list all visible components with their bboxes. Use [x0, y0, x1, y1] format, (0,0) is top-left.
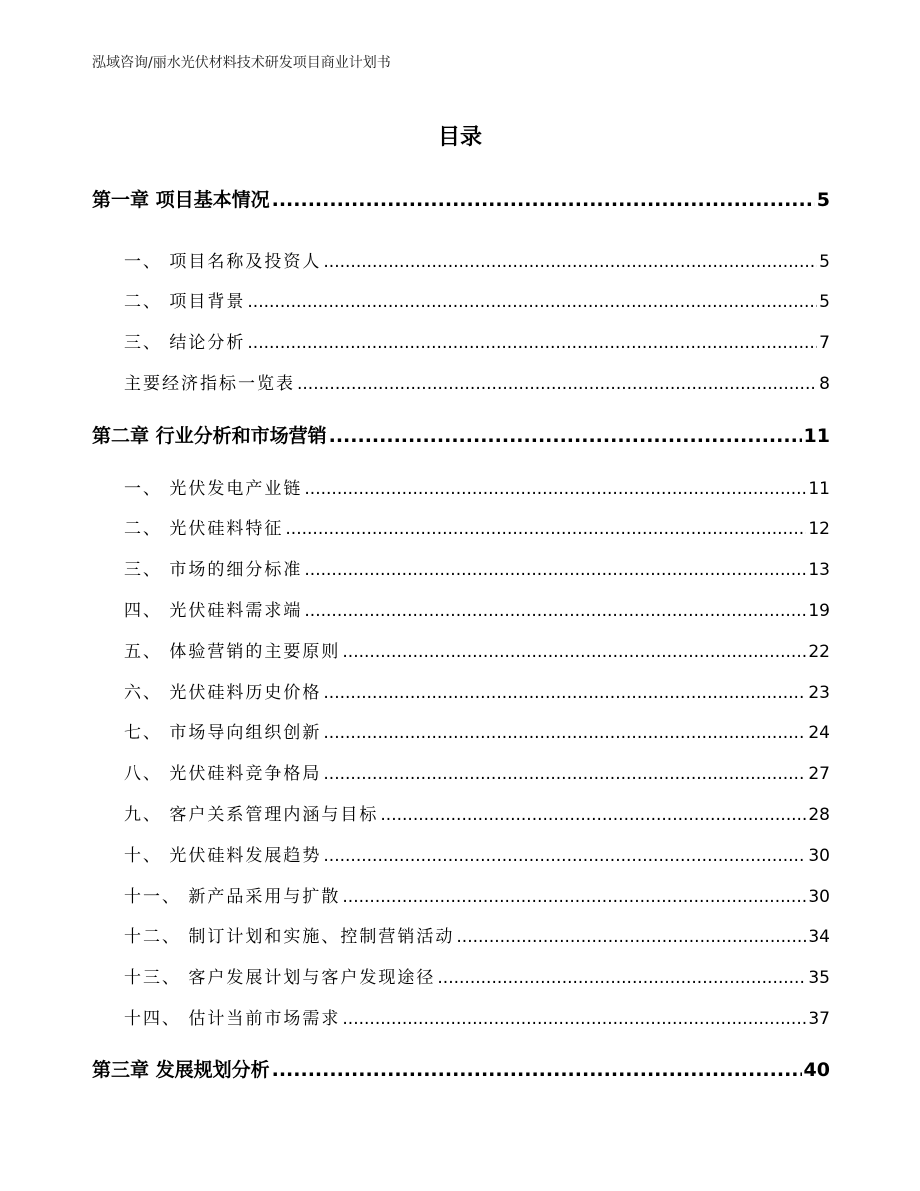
toc-page-number: 5	[816, 189, 830, 211]
toc-entry-label: 九、 客户关系管理内涵与目标	[124, 805, 379, 825]
leader-dots	[323, 252, 817, 272]
toc-page-number: 19	[808, 601, 830, 621]
toc-page-number: 24	[808, 723, 830, 743]
toc-page-number: 27	[808, 764, 830, 784]
leader-dots	[304, 479, 806, 499]
toc-entry-label: 一、 项目名称及投资人	[124, 252, 322, 272]
toc-entry-label: 主要经济指标一览表	[124, 374, 295, 394]
toc-entry[interactable]	[124, 514, 830, 539]
toc-entry-label: 十三、 客户发展计划与客户发现途径	[124, 968, 436, 988]
leader-dots	[323, 683, 806, 703]
toc-entry[interactable]	[124, 637, 830, 662]
toc-entry-label: 八、 光伏硅料竞争格局	[124, 764, 322, 784]
toc-entry[interactable]	[124, 718, 830, 743]
leader-dots	[380, 805, 806, 825]
toc-chapter-2[interactable]	[92, 421, 830, 448]
leader-dots	[329, 425, 802, 447]
leader-dots	[323, 846, 806, 866]
toc-entry-label: 六、 光伏硅料历史价格	[124, 683, 322, 703]
leader-dots	[342, 887, 806, 907]
toc-entry[interactable]	[124, 922, 830, 947]
toc-entry[interactable]	[124, 287, 830, 312]
leader-dots	[342, 642, 806, 662]
leader-dots	[342, 1009, 806, 1029]
leader-dots	[456, 927, 806, 947]
leader-dots	[304, 601, 806, 621]
toc-entry[interactable]	[124, 247, 830, 272]
toc-entry[interactable]	[124, 474, 830, 499]
toc-page-number: 40	[803, 1059, 830, 1081]
toc-entry-label: 二、 项目背景	[124, 292, 246, 312]
toc-chapter-label: 第三章 发展规划分析	[92, 1059, 270, 1081]
toc-entry-label: 十二、 制订计划和实施、控制营销活动	[124, 927, 455, 947]
toc-page-number: 30	[808, 887, 830, 907]
toc-entry-label: 一、 光伏发电产业链	[124, 479, 303, 499]
leader-dots	[247, 292, 817, 312]
toc-entry-label: 三、 结论分析	[124, 333, 246, 353]
toc-page-number: 12	[808, 519, 830, 539]
toc-page-number: 11	[808, 479, 830, 499]
toc-page-number: 30	[808, 846, 830, 866]
toc-page-number: 8	[819, 374, 830, 394]
leader-dots	[247, 333, 817, 353]
leader-dots	[437, 968, 806, 988]
toc-page-number: 5	[819, 292, 830, 312]
toc-entry-label: 十四、 估计当前市场需求	[124, 1009, 341, 1029]
toc-title: 目录	[437, 125, 482, 150]
toc-entry[interactable]	[124, 759, 830, 784]
toc-page-number: 11	[803, 425, 830, 447]
document-header: 泓域咨询/丽水光伏材料技术研发项目商业计划书	[92, 55, 391, 71]
toc-page-number: 22	[808, 642, 830, 662]
toc-entry-label: 二、 光伏硅料特征	[124, 519, 284, 539]
toc-entry-label: 五、 体验营销的主要原则	[124, 642, 341, 662]
toc-chapter-label: 第二章 行业分析和市场营销	[92, 425, 327, 447]
leader-dots	[323, 764, 806, 784]
leader-dots	[272, 1059, 802, 1081]
leader-dots	[304, 560, 806, 580]
toc-entry-label: 七、 市场导向组织创新	[124, 723, 322, 743]
toc-chapter-3[interactable]	[92, 1055, 830, 1082]
toc-chapter-label: 第一章 项目基本情况	[92, 189, 270, 211]
toc-entry[interactable]	[124, 596, 830, 621]
toc-entry[interactable]	[124, 841, 830, 866]
toc-entry[interactable]	[124, 555, 830, 580]
toc-entry[interactable]	[124, 678, 830, 703]
toc-page-number: 37	[808, 1009, 830, 1029]
leader-dots	[323, 723, 806, 743]
toc-entry[interactable]	[124, 800, 830, 825]
toc-page-number: 7	[819, 333, 830, 353]
leader-dots	[272, 189, 815, 211]
leader-dots	[297, 374, 817, 394]
toc-entry-label: 四、 光伏硅料需求端	[124, 601, 303, 621]
toc-entry[interactable]	[124, 963, 830, 988]
leader-dots	[285, 519, 806, 539]
toc-entry[interactable]	[124, 1004, 830, 1029]
toc-entry[interactable]	[124, 369, 830, 394]
toc-page-number: 35	[808, 968, 830, 988]
toc-entry[interactable]	[124, 882, 830, 907]
toc-entry-label: 十、 光伏硅料发展趋势	[124, 846, 322, 866]
toc-entry-label: 十一、 新产品采用与扩散	[124, 887, 341, 907]
toc-chapter-1[interactable]	[92, 185, 830, 212]
toc-page-number: 23	[808, 683, 830, 703]
toc-entry[interactable]	[124, 328, 830, 353]
toc-page-number: 13	[808, 560, 830, 580]
toc-entry-label: 三、 市场的细分标准	[124, 560, 303, 580]
toc-page-number: 5	[819, 252, 830, 272]
toc-page-number: 28	[808, 805, 830, 825]
toc-page-number: 34	[808, 927, 830, 947]
